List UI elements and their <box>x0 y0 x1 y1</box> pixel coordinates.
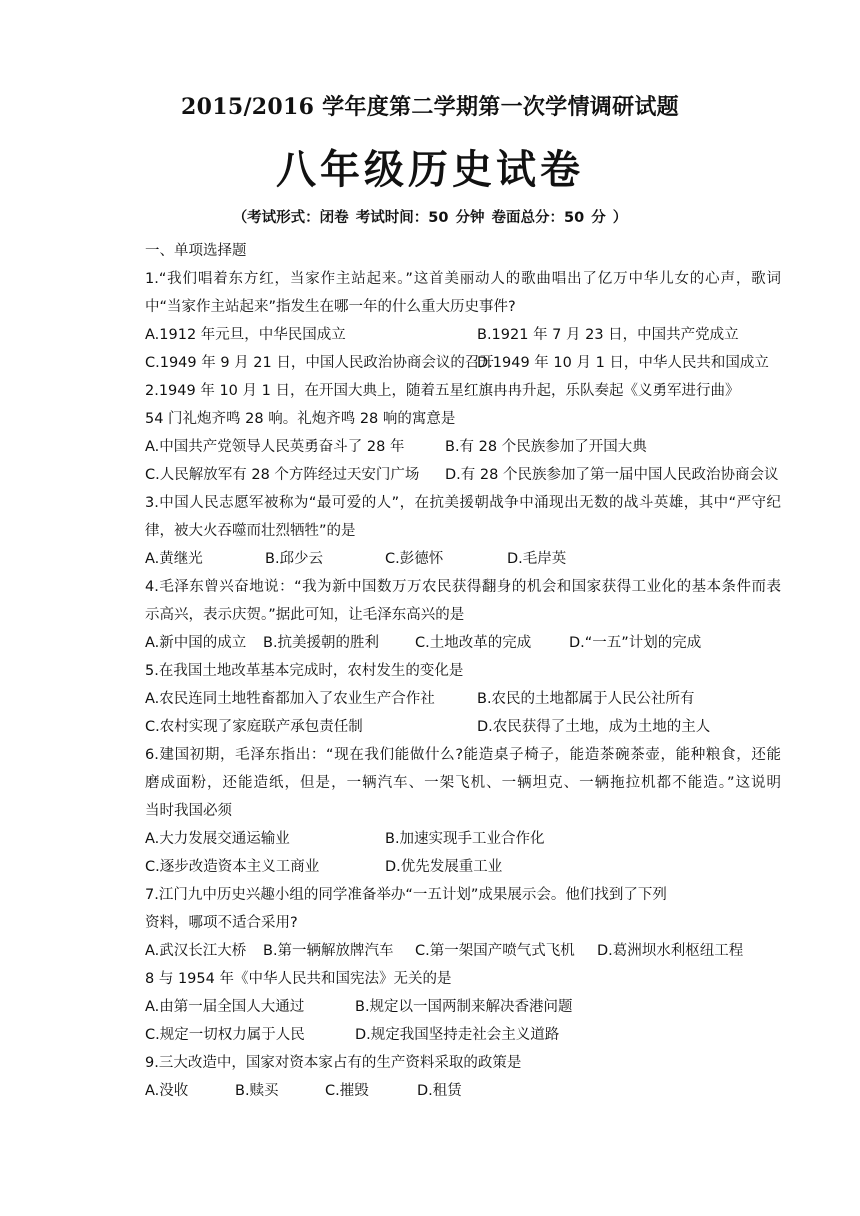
option-row <box>145 464 781 486</box>
option-row <box>145 1024 781 1046</box>
option-b: B.规定以一国两制来解决香港问题 <box>355 999 573 1015</box>
question-text: 6.建国初期，毛泽东指出：“现在我们能做什么?能造桌子椅子，能造茶碗茶壶，能种粮食，还能 <box>145 747 781 763</box>
option-c: C.第一架国产喷气式飞机 <box>415 943 575 959</box>
question-text: 4.毛泽东曾兴奋地说：“我为新中国数万万农民获得翻身的机会和国家获得工业化的基本条件而表 <box>145 579 781 595</box>
option-b: B.抗美援朝的胜利 <box>263 635 380 651</box>
question-text: 当时我国必须 <box>145 803 232 819</box>
question-text: 示高兴，表示庆贺。”据此可知，让毛泽东高兴的是 <box>145 607 465 623</box>
question-text: 7.江门九中历史兴趣小组的同学准备举办“一五计划”成果展示会。他们找到了下列 <box>145 887 667 903</box>
option-c: C.1949 年 9 月 21 日，中国人民政治协商会议的召开 <box>145 355 494 371</box>
option-a: A.1912 年元旦，中华民国成立 <box>145 327 346 343</box>
option-c: C.彭德怀 <box>385 551 444 567</box>
option-d: D.优先发展重工业 <box>385 859 503 875</box>
question-text: 9.三大改造中，国家对资本家占有的生产资料采取的政策是 <box>145 1055 522 1071</box>
question-text: 律，被大火吞噬而壮烈牺牲”的是 <box>145 523 356 539</box>
exam-subtitle: 2015/2016 学年度第二学期第一次学情调研试题 <box>181 94 679 120</box>
option-row <box>145 632 781 654</box>
option-row <box>145 352 781 374</box>
option-b: B.有 28 个民族参加了开国大典 <box>445 439 647 455</box>
option-row <box>145 436 781 458</box>
question-text: 资料，哪项不适合采用? <box>145 915 298 931</box>
option-c: C.人民解放军有 28 个方阵经过天安门广场 <box>145 467 420 483</box>
option-d: D.规定我国坚持走社会主义道路 <box>355 1027 560 1043</box>
question-text: 中“当家作主站起来”指发生在哪一年的什么重大历史事件? <box>145 299 516 315</box>
option-a: A.新中国的成立 <box>145 635 247 651</box>
option-c: C.农村实现了家庭联产承包责任制 <box>145 719 363 735</box>
option-d: D.葛洲坝水利枢纽工程 <box>597 943 744 959</box>
exam-title: 八年级历史试卷 <box>276 146 584 193</box>
option-a: A.农民连同土地牲畜都加入了农业生产合作社 <box>145 691 435 707</box>
option-b: B.农民的土地都属于人民公社所有 <box>477 691 695 707</box>
option-a: A.黄继光 <box>145 551 203 567</box>
option-d: D.毛岸英 <box>507 551 567 567</box>
question-text: 2.1949 年 10 月 1 日，在开国大典上，随着五星红旗冉冉升起，乐队奏起《义勇军进行曲》 <box>145 383 740 399</box>
option-b: B.赎买 <box>235 1083 279 1099</box>
question-text: 8 与 1954 年《中华人民共和国宪法》无关的是 <box>145 971 452 987</box>
option-row <box>145 716 781 738</box>
option-a: A.武汉长江大桥 <box>145 943 247 959</box>
option-b: B.1921 年 7 月 23 日，中国共产党成立 <box>477 327 739 343</box>
option-d: D.租赁 <box>417 1083 462 1099</box>
option-a: A.没收 <box>145 1083 189 1099</box>
option-c: C.摧毁 <box>325 1083 369 1099</box>
option-d: D.1949 年 10 月 1 日，中华人民共和国成立 <box>477 355 769 371</box>
option-c: C.逐步改造资本主义工商业 <box>145 859 320 875</box>
option-b: B.第一辆解放牌汽车 <box>263 943 394 959</box>
option-row <box>145 548 781 570</box>
section-heading: 一、单项选择题 <box>145 243 247 259</box>
question-text: 3.中国人民志愿军被称为“最可爱的人”，在抗美援朝战争中涌现出无数的战斗英雄，其中“严守纪 <box>145 495 781 511</box>
option-a: A.由第一届全国人大通过 <box>145 999 305 1015</box>
option-a: A.中国共产党领导人民英勇奋斗了 28 年 <box>145 439 405 455</box>
question-text: 5.在我国土地改革基本完成时，农村发生的变化是 <box>145 663 464 679</box>
option-b: B.加速实现手工业合作化 <box>385 831 545 847</box>
option-row <box>145 688 781 710</box>
question-text: 磨成面粉，还能造纸，但是，一辆汽车、一架飞机、一辆坦克、一辆拖拉机都不能造。”这说明 <box>145 775 781 791</box>
option-row <box>145 324 781 346</box>
option-c: C.土地改革的完成 <box>415 635 532 651</box>
exam-info: （考试形式：闭卷 考试时间：50 分钟 卷面总分：50 分 ） <box>232 210 628 226</box>
question-text: 54 门礼炮齐鸣 28 响。礼炮齐鸣 28 响的寓意是 <box>145 411 456 427</box>
option-row <box>145 940 781 962</box>
option-b: B.邱少云 <box>265 551 324 567</box>
option-c: C.规定一切权力属于人民 <box>145 1027 305 1043</box>
option-d: D.“一五”计划的完成 <box>569 635 702 651</box>
option-d: D.有 28 个民族参加了第一届中国人民政治协商会议 <box>445 467 779 483</box>
question-text: 1.“我们唱着东方红，当家作主站起来。”这首美丽动人的歌曲唱出了亿万中华儿女的心声，歌词 <box>145 271 781 287</box>
option-row <box>145 828 781 850</box>
option-d: D.农民获得了土地，成为土地的主人 <box>477 719 711 735</box>
option-a: A.大力发展交通运输业 <box>145 831 290 847</box>
option-row <box>145 996 781 1018</box>
option-row <box>145 856 781 878</box>
option-row <box>145 1080 781 1102</box>
